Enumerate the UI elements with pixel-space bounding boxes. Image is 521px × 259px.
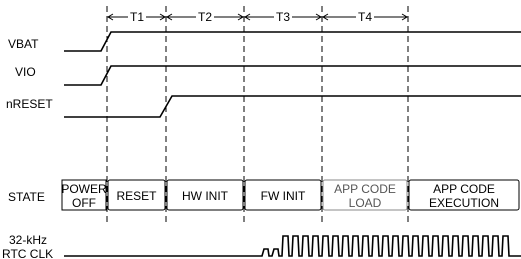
- interval-label-t4: T4: [357, 10, 373, 24]
- state-label: STATE: [8, 190, 45, 204]
- state-power-off-line2: OFF: [72, 196, 96, 210]
- interval-t3: [245, 10, 321, 24]
- state-app-code-execution-line2: EXECUTION: [428, 196, 500, 210]
- state-power-off-line1: POWER: [61, 182, 107, 196]
- nreset-waveform: [64, 96, 521, 117]
- interval-label-t3: T3: [275, 10, 291, 24]
- state-fw-init-label: FW INIT: [260, 189, 306, 203]
- interval-label-t1: T1: [129, 10, 145, 24]
- interval-t1: [108, 10, 165, 24]
- vbat-label: VBAT: [8, 37, 39, 51]
- state-fw-init: [245, 180, 321, 210]
- state-app-code-load-line1: APP CODE: [334, 182, 396, 196]
- state-app-code-load: [323, 180, 407, 210]
- state-reset-label: RESET: [116, 189, 157, 203]
- vio-label: VIO: [15, 65, 36, 79]
- rtc-clk-waveform: [64, 236, 521, 256]
- vbat-waveform: [64, 32, 521, 51]
- state-power-off: [61, 180, 107, 210]
- vio-waveform: [64, 66, 521, 85]
- state-app-code-load-line2: LOAD: [348, 196, 382, 210]
- interval-t4: [323, 10, 407, 24]
- state-hw-init: [167, 180, 243, 210]
- interval-t2: [167, 10, 243, 24]
- rtc-clk-label-line2: RTC CLK: [2, 247, 54, 259]
- state-hw-init-label: HW INIT: [182, 189, 228, 203]
- state-app-code-execution-line1: APP CODE: [433, 182, 495, 196]
- rtc-clk-label-line1: 32-kHz: [9, 233, 48, 247]
- state-app-code-execution: [409, 180, 519, 210]
- state-reset: [108, 180, 165, 210]
- nreset-label: nRESET: [6, 97, 53, 111]
- interval-label-t2: T2: [197, 10, 213, 24]
